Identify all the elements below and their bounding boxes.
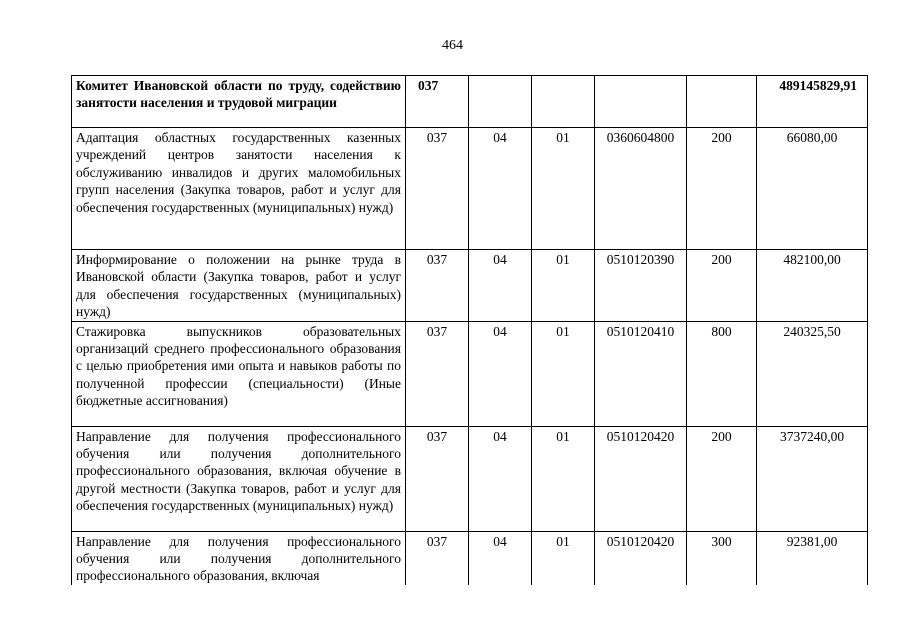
ministry-code: 037 xyxy=(406,76,469,128)
subsection-code: 01 xyxy=(532,250,595,322)
amount: 489145829,91 xyxy=(757,76,868,128)
expense-type-code: 200 xyxy=(687,250,757,322)
row-name: Информирование о положении на рынке труда в Ивановской области (Закупка товаров, работ и услуг для обеспечения государственных (муниципальных) нужд) xyxy=(72,250,406,322)
subsection-code: 01 xyxy=(532,321,595,426)
row-name: Направление для получения профессионального обучения или получения дополнительного профессионального образования, включая обучение в другой местности (Закупка товаров, работ и услуг для обеспечения государственных (муниципальных) нужд) xyxy=(72,426,406,531)
amount: 3737240,00 xyxy=(757,426,868,531)
ministry-code: 037 xyxy=(406,128,469,250)
section-code: 04 xyxy=(469,250,532,322)
section-code: 04 xyxy=(469,128,532,250)
table-row xyxy=(72,128,868,250)
row-name: Адаптация областных государственных казенных учреждений центров занятости населения к обслуживанию инвалидов и других маломобильных групп населения (Закупка товаров, работ и услуг для обеспечения государственных (муниципальных) нужд) xyxy=(72,128,406,250)
table-row xyxy=(72,250,868,322)
subsection-code: 01 xyxy=(532,128,595,250)
amount: 66080,00 xyxy=(757,128,868,250)
page-number: 464 xyxy=(442,38,463,53)
section-code: 04 xyxy=(469,531,532,585)
target-code: 0510120420 xyxy=(595,426,687,531)
ministry-code: 037 xyxy=(406,321,469,426)
row-name: Направление для получения профессионального обучения или получения дополнительного профессионального образования, включая xyxy=(72,531,406,585)
ministry-code: 037 xyxy=(406,250,469,322)
amount: 240325,50 xyxy=(757,321,868,426)
table-row xyxy=(72,426,868,531)
section-code: 04 xyxy=(469,426,532,531)
table-row xyxy=(72,531,868,585)
target-code: 0510120420 xyxy=(595,531,687,585)
expense-type-code: 800 xyxy=(687,321,757,426)
section-code: 04 xyxy=(469,321,532,426)
table-row xyxy=(72,321,868,426)
subsection-code xyxy=(532,76,595,128)
ministry-code: 037 xyxy=(406,531,469,585)
amount: 92381,00 xyxy=(757,531,868,585)
amount: 482100,00 xyxy=(757,250,868,322)
target-code xyxy=(595,76,687,128)
subsection-code: 01 xyxy=(532,426,595,531)
budget-table xyxy=(71,75,868,585)
table-row-committee xyxy=(72,76,868,128)
expense-type-code: 200 xyxy=(687,426,757,531)
expense-type-code: 200 xyxy=(687,128,757,250)
target-code: 0360604800 xyxy=(595,128,687,250)
target-code: 0510120390 xyxy=(595,250,687,322)
ministry-code: 037 xyxy=(406,426,469,531)
expense-type-code xyxy=(687,76,757,128)
row-name: Стажировка выпускников образовательных организаций среднего профессионального образования с целью приобретения ими опыта и навыков работы по полученной профессии (специальности) (Иные бюджетные ассигнования) xyxy=(72,321,406,426)
subsection-code: 01 xyxy=(532,531,595,585)
row-name: Комитет Ивановской области по труду, содействию занятости населения и трудовой миграции xyxy=(72,76,406,128)
target-code: 0510120410 xyxy=(595,321,687,426)
section-code xyxy=(469,76,532,128)
expense-type-code: 300 xyxy=(687,531,757,585)
